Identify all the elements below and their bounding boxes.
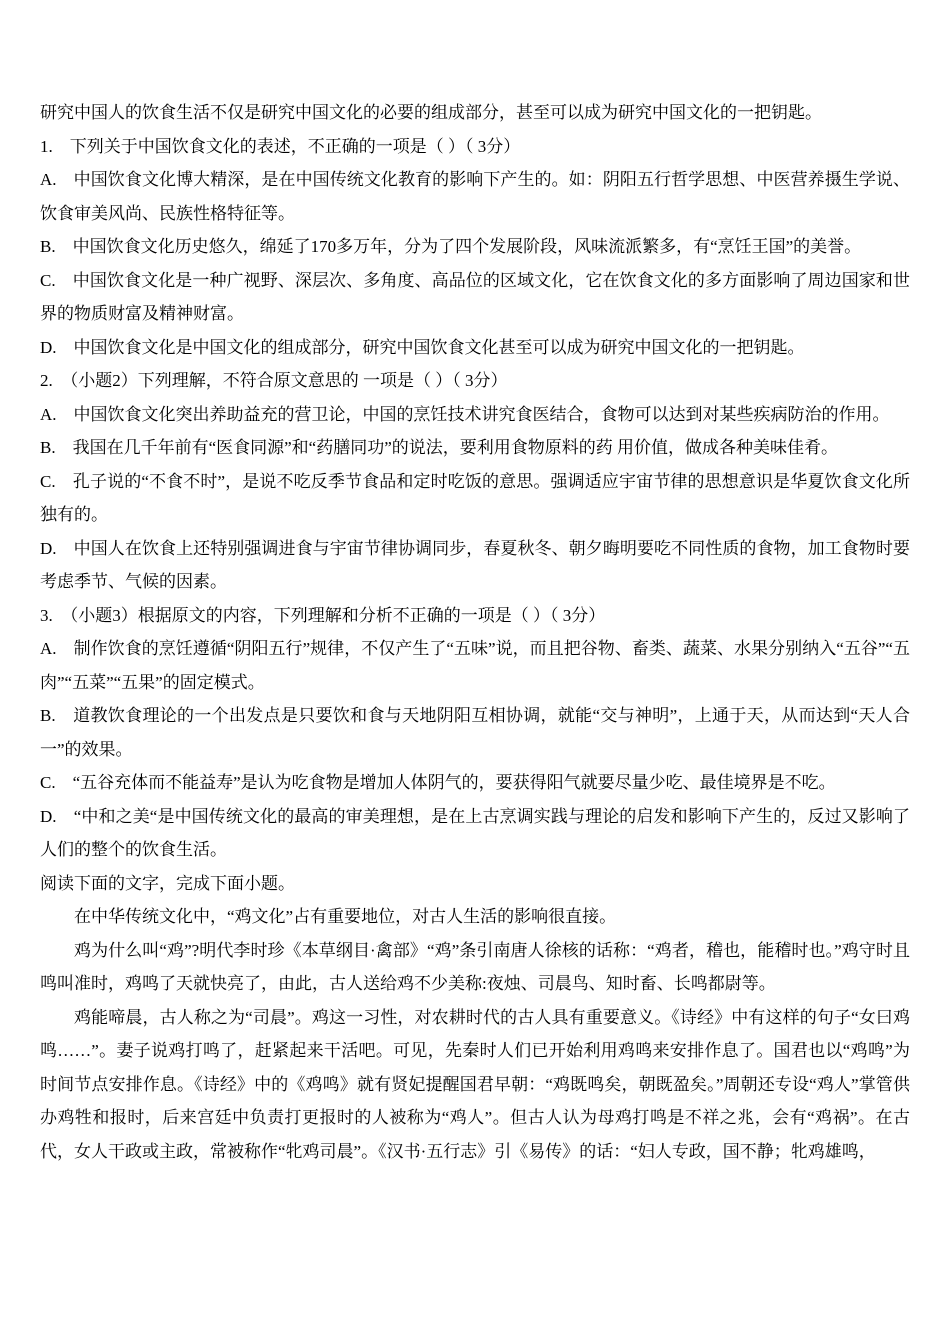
question-1-stem: 1. 下列关于中国饮食文化的表述，不正确的一项是（ ）（ 3分）	[40, 136, 521, 156]
question-3-option-c: C. “五谷充体而不能益寿”是认为吃食物是增加人体阴气的，要获得阳气就要尽量少吃、最佳境界是不吃。	[40, 773, 836, 792]
question-1-option-c: C. 中国饮食文化是一种广视野、深层次、多角度、高品位的区域文化，它在饮食文化的多方面影响了周边国家和世界的物质财富及精神财富。	[40, 270, 910, 323]
question-1-option-a: A. 中国饮食文化博大精深，是在中国传统文化教育的影响下产生的。如：阴阳五行哲学思想、中医营养摄生学说、饮食审美风尚、民族性格特征等。	[40, 170, 910, 223]
question-2-option-c: C. 孔子说的“不食不时”，是说不吃反季节食品和定时吃饭的意思。强调适应宇宙节律的思想意识是华夏饮食文化所独有的。	[40, 471, 910, 524]
question-2-option-a: A. 中国饮食文化突出养助益充的营卫论，中国的烹饪技术讲究食医结合，食物可以达到对某些疾病防治的作用。	[40, 404, 890, 424]
question-3-option-a: A. 制作饮食的烹饪遵循“阴阳五行”规律，不仅产生了“五味”说，而且把谷物、畜类、蔬菜、水果分别纳入“五谷”“五肉”“五菜”“五果”的固定模式。	[40, 639, 910, 692]
question-1-option-b: B. 中国饮食文化历史悠久，绵延了170多万年，分为了四个发展阶段，风味流派繁多，有“烹饪王国”的美誉。	[40, 237, 862, 256]
passage-paragraph-2: 鸡为什么叫“鸡”?明代李时珍《本草纲目·禽部》“鸡”条引南唐人徐核的话称：“鸡者，稽也，能稽时也。”鸡守时且鸣叫准时，鸡鸣了天就快亮了，由此，古人送给鸡不少美称:夜烛、司晨鸟、知时畜、长鸣都尉等。	[40, 940, 910, 993]
question-2-option-b: B. 我国在几千年前有“医食同源”和“药膳同功”的说法，要利用食物原料的药 用价值，做成各种美味佳肴。	[40, 438, 839, 457]
question-1-option-d: D. 中国饮食文化是中国文化的组成部分，研究中国饮食文化甚至可以成为研究中国文化的一把钥匙。	[40, 337, 805, 357]
question-3-option-b: B. 道教饮食理论的一个出发点是只要饮和食与天地阴阳互相协调，就能“交与神明”，上通于天，从而达到“天人合一”的效果。	[40, 706, 910, 759]
reading-instruction: 阅读下面的文字，完成下面小题。	[40, 873, 295, 893]
intro-paragraph: 研究中国人的饮食生活不仅是研究中国文化的必要的组成部分，甚至可以成为研究中国文化的一把钥匙。	[40, 103, 822, 122]
question-2-option-d: D. 中国人在饮食上还特别强调进食与宇宙节律协调同步，春夏秋冬、朝夕晦明要吃不同性质的食物，加工食物时要考虑季节、气候的因素。	[40, 538, 910, 591]
question-3-option-d: D. “中和之美“是中国传统文化的最高的审美理想，是在上古烹调实践与理论的启发和影响下产生的，反过又影响了人们的整个的饮食生活。	[40, 806, 910, 859]
passage-paragraph-1: 在中华传统文化中，“鸡文化”占有重要地位，对古人生活的影响很直接。	[74, 907, 617, 926]
question-2-stem: 2. （小题2）下列理解，不符合原文意思的 一项是（ ）（ 3分）	[40, 371, 508, 390]
passage-paragraph-3: 鸡能啼晨，古人称之为“司晨”。鸡这一习性，对农耕时代的古人具有重要意义。《诗经》中有这样的句子“女曰鸡鸣……”。妻子说鸡打鸣了，赶紧起来干活吧。可见，先秦时人们已开始利用鸡鸣来安排作息了。国君也以“鸡鸣”为时间节点安排作息。《诗经》中的《鸡鸣》就有贤妃提醒国君早朝：“鸡既鸣矣，朝既盈矣。”周朝还专设“鸡人”掌管供办鸡牲和报时，后来宫廷中负责打更报时的人被称为“鸡人”。但古人认为母鸡打鸣是不祥之兆，会有“鸡祸”。在古代，女人干政或主政，常被称作“牝鸡司晨”。《汉书·五行志》引《易传》的话：“妇人专政，国不静；牝鸡雄鸣，	[40, 1007, 910, 1161]
question-3-stem: 3. （小题3）根据原文的内容，下列理解和分析不正确的一项是（ ）（ 3分）	[40, 605, 606, 625]
